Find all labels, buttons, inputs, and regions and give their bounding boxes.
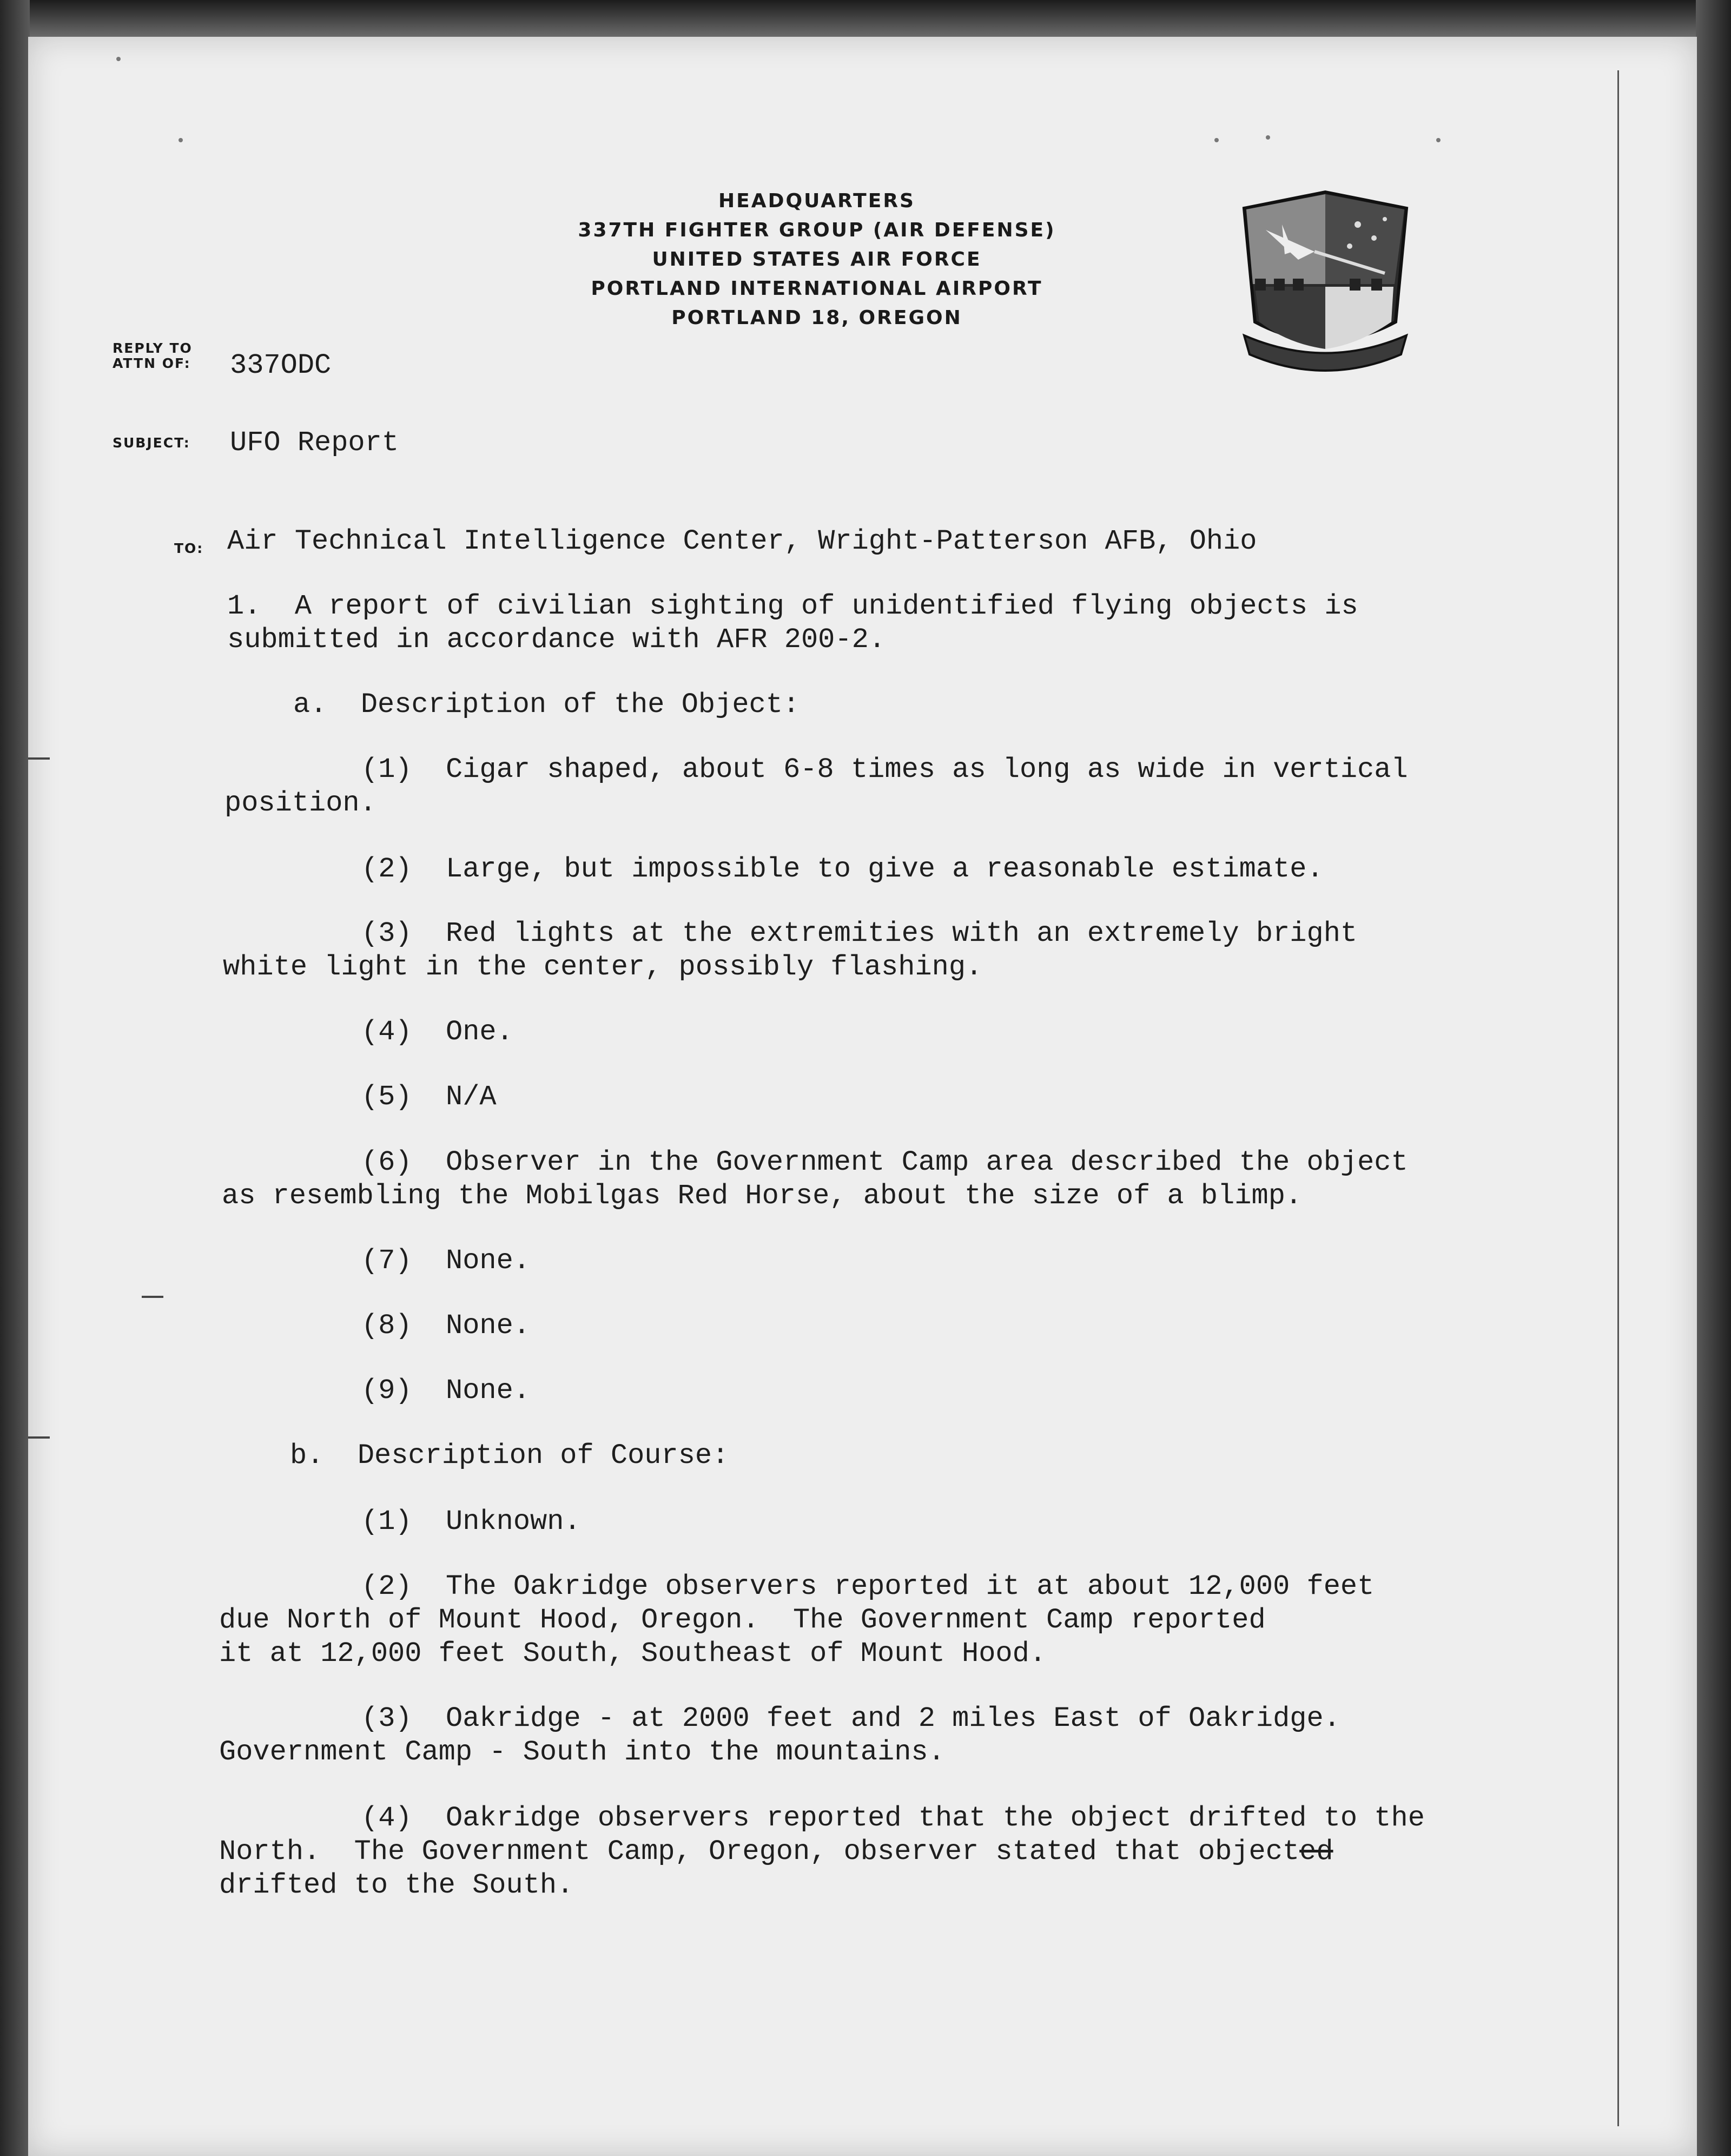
a5-line: (5) N/A: [361, 1081, 497, 1113]
b3-line2: Government Camp - South into the mountains.: [219, 1736, 945, 1768]
margin-mark: [142, 1296, 163, 1298]
b2-line1: (2) The Oakridge observers reported it at about 12,000 feet: [361, 1571, 1375, 1603]
scan-speck: [116, 57, 121, 61]
page-edge-line: [1617, 70, 1619, 2126]
para1-line2: submitted in accordance with AFR 200-2.: [227, 624, 886, 656]
margin-mark: [28, 757, 50, 760]
section-a-heading: a. Description of the Object:: [293, 689, 800, 721]
a3-line2: white light in the center, possibly flashing.: [223, 951, 983, 983]
a3-line1: (3) Red lights at the extremities with an extremely bright: [361, 918, 1358, 950]
scan-speck: [179, 138, 183, 142]
to-label: TO:: [174, 540, 204, 556]
reply-to-value: 337ODC: [230, 350, 332, 381]
b4-line2-struck-text: ed: [1299, 1836, 1333, 1868]
a9-line: (9) None.: [361, 1375, 531, 1407]
b3-line1: (3) Oakridge - at 2000 feet and 2 miles East of Oakridge.: [361, 1703, 1340, 1735]
a1-line2: position.: [224, 787, 376, 819]
b2-line3: it at 12,000 feet South, Southeast of Mount Hood.: [219, 1638, 1047, 1670]
subject-label: SUBJECT:: [113, 435, 190, 451]
unit-emblem-icon: [1233, 187, 1417, 384]
scan-border-top: [0, 0, 1731, 38]
scan-speck: [1436, 138, 1441, 142]
subject-value: UFO Report: [230, 427, 399, 459]
a8-line: (8) None.: [361, 1310, 531, 1342]
section-b-heading: b. Description of Course:: [290, 1440, 729, 1472]
b4-line2-text: North. The Government Camp, Oregon, observer stated that object: [219, 1836, 1300, 1868]
letterhead-line: 337TH FIGHTER GROUP (AIR DEFENSE): [578, 219, 1056, 241]
letterhead-line: PORTLAND INTERNATIONAL AIRPORT: [591, 278, 1043, 300]
a1-line1: (1) Cigar shaped, about 6-8 times as long as wide in vertical: [361, 754, 1408, 786]
letterhead-line: UNITED STATES AIR FORCE: [652, 248, 982, 271]
scan-speck: [1266, 135, 1270, 140]
letterhead: [519, 187, 1114, 333]
a6-line2: as resembling the Mobilgas Red Horse, about the size of a blimp.: [222, 1180, 1303, 1212]
to-value: Air Technical Intelligence Center, Wright-Patterson AFB, Ohio: [227, 525, 1257, 557]
b1-line: (1) Unknown.: [361, 1506, 581, 1538]
scan-speck: [1214, 138, 1219, 142]
reply-to-label-line1: REPLY TO: [113, 340, 193, 356]
scan-border-left: [0, 0, 30, 2156]
reply-to-label-line2: ATTN OF:: [113, 355, 191, 371]
b2-line2: due North of Mount Hood, Oregon. The Government Camp reported: [219, 1604, 1266, 1636]
b4-line1: (4) Oakridge observers reported that the object drifted to the: [361, 1802, 1425, 1834]
a7-line: (7) None.: [361, 1245, 531, 1277]
letterhead-line: PORTLAND 18, OREGON: [671, 307, 962, 329]
a2-line: (2) Large, but impossible to give a reasonable estimate.: [361, 853, 1324, 885]
reply-to-label: [113, 341, 193, 371]
b4-line3: drifted to the South.: [219, 1869, 574, 1901]
scan-border-right: [1696, 0, 1731, 2156]
letterhead-line: HEADQUARTERS: [718, 190, 915, 212]
b4-line2: [219, 1835, 1333, 1869]
a6-line1: (6) Observer in the Government Camp area described the object: [361, 1146, 1408, 1178]
a4-line: (4) One.: [361, 1016, 513, 1048]
para1-line1: 1. A report of civilian sighting of unidentified flying objects is: [227, 590, 1358, 622]
margin-mark: [28, 1436, 50, 1439]
